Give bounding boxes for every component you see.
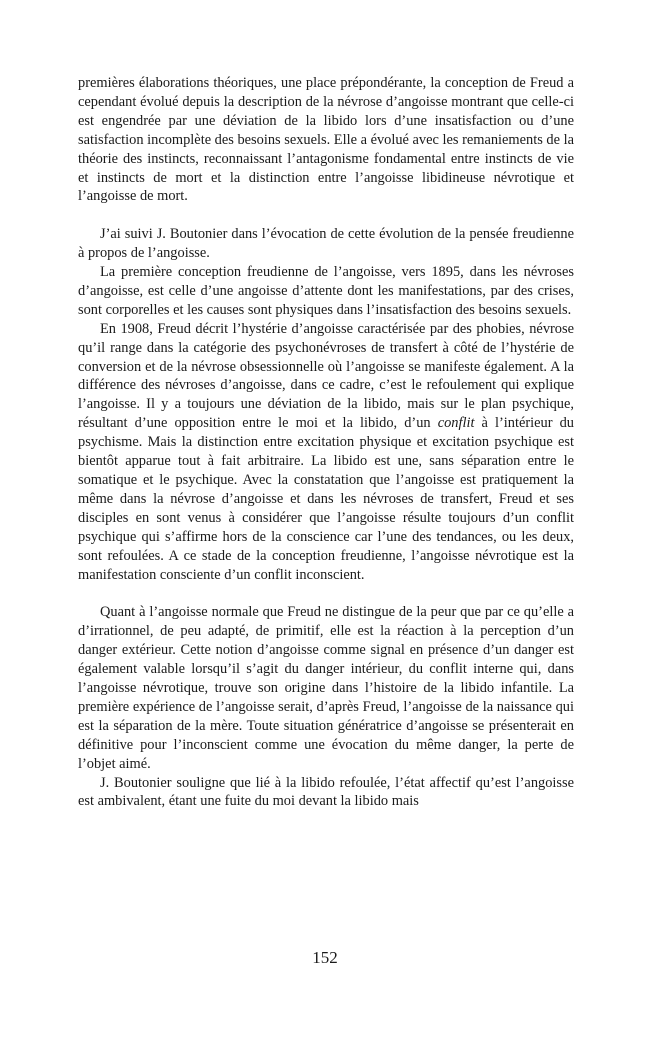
paragraph-4-text-a: En 1908, Freud décrit l’hystérie d’angoisse caractérisée par des phobies, névrose qu’il range dans la catégorie des psychonévroses de transfert à côté de l’hystérie de conversion et de la névrose obsessionnelle où l’angoisse se manifeste également. A la différence des névroses d’angoisse, dans ce cadre, c’est le refoulement qui explique l’angoisse. Il y a toujours une déviation de la libido, mais sur le plan psychique, résultant d’une opposition entre le moi et la libido, d’un [78,320,574,432]
paragraph-2-text: J’ai suivi J. Boutonier dans l’évocation de cette évolution de la pensée freudienne à propos de l’angoisse. [78,226,574,262]
paragraph-3 [78,263,574,320]
paragraph-4 [78,320,574,585]
paragraph-5-text: Quant à l’angoisse normale que Freud ne distingue de la peur que par ce qu’elle a d’irrationnel, de peu adapté, de primitif, elle est la réaction à la perception d’un danger extérieur. Cette notion d’angoisse comme signal en présence d’un danger est également valable lorsqu’il s’agit du danger intérieur, du conflit interne qui, dans l’angoisse névrotique, trouve son origine dans l’histoire de la libido infantile. La première expérience de l’angoisse serait, d’après Freud, l’angoisse de la naissance qui est la séparation de la mère. Toute situation génératrice d’angoisse se présenterait en définitive pour l’inconscient comme une évocation du même danger, la perte de l’objet aimé. [78,604,574,772]
paragraph-4-italic-word: conflit [437,415,475,432]
page-body [78,74,574,811]
paragraph-3-text: La première conception freudienne de l’angoisse, vers 1895, dans les névroses d’angoisse, est celle d’une angoisse d’attente dont les manifestations, par des crises, sont corporelles et les causes sont physiques dans l’insatisfaction des besoins sexuels. [78,264,574,318]
paragraph-6-text: J. Boutonier souligne que lié à la libido refoulée, l’état affectif qu’est l’angoisse est ambivalent, étant une fuite du moi devant la libido mais [78,774,574,810]
paragraph-5 [78,603,574,773]
page-number: 152 [312,948,338,967]
paragraph-6 [78,774,574,812]
paragraph-2 [78,225,574,263]
paragraph-1 [78,74,574,206]
paragraph-4-text-b: à l’intérieur du psychisme. Mais la distinction entre excitation physique et excitation psychique est bientôt apparue tout à fait arbitraire. La libido est une, sans séparation entre le somatique et le psychique. Avec la constatation que l’angoisse est pratiquement la même dans la névrose d’angoisse et dans les névroses de transfert, Freud et ses disciples en sont venus à considérer que l’angoisse résulte toujours d’un conflit psychique qui s’affirme hors de la conscience car l’une des tendances, ou les deux, sont refoulées. A ce stade de la conception freudienne, l’angoisse névrotique est la manifestation consciente d’un conflit inconscient. [78,415,575,583]
paragraph-1-text: premières élaborations théoriques, une place prépondérante, la conception de Freud a cependant évolué depuis la description de la névrose d’angoisse montrant que celle-ci est engendrée par une déviation de la libido lors d’une insatisfaction ou d’une satisfaction incomplète des besoins sexuels. Elle a évolué avec les remaniements de la théorie des instincts, reconnaissant l’antagonisme fondamental entre instincts de vie et instincts de mort et la distinction entre l’angoisse libidineuse névrotique et l’angoisse de mort. [78,75,574,205]
